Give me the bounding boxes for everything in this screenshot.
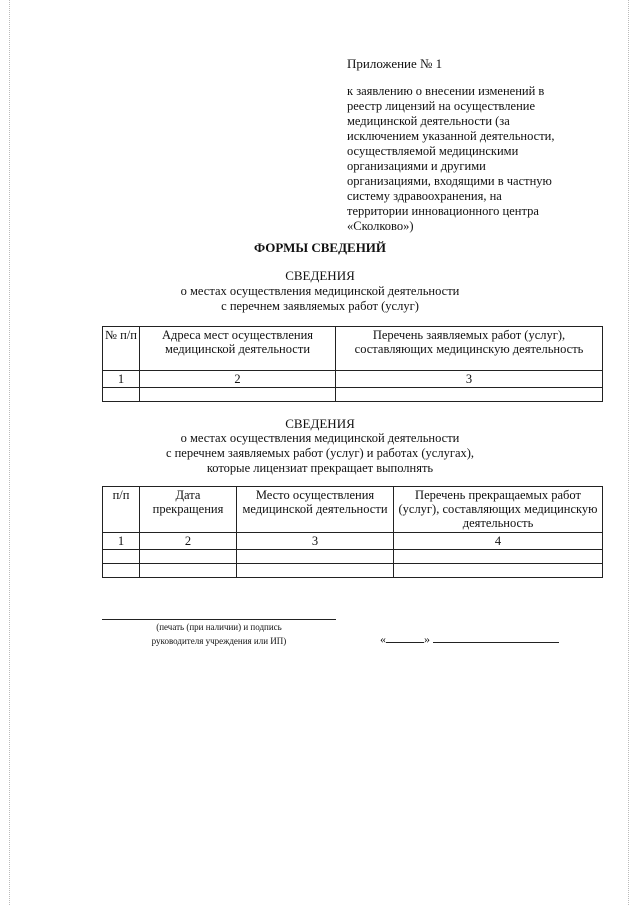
table-row <box>103 550 603 564</box>
appendix-line: территории инновационного центра <box>347 204 539 218</box>
table-cell <box>336 388 603 402</box>
table-header-row <box>103 487 603 533</box>
table-cell <box>103 564 140 578</box>
appendix-line: «Сколково») <box>347 219 414 233</box>
section1-subtitle-line: с перечнем заявляемых работ (услуг) <box>221 299 419 313</box>
signature-caption: руководителя учреждения или ИП) <box>151 636 287 646</box>
table-cell <box>103 550 140 564</box>
section1-subtitle-line: о местах осуществления медицинской деятельности <box>180 284 460 298</box>
appendix-line: реестр лицензий на осуществление <box>347 99 535 113</box>
section2-subtitle <box>0 431 640 476</box>
appendix-line: организациями и другими <box>347 159 486 173</box>
appendix-line: организациями, входящими в частную <box>347 174 552 188</box>
appendix-line: к заявлению о внесении изменений в <box>347 84 545 98</box>
column-number: 3 <box>336 371 603 388</box>
appendix-line: медицинской деятельности (за <box>347 114 510 128</box>
column-number: 4 <box>394 533 603 550</box>
appendix-description <box>347 84 609 234</box>
table-cell <box>103 388 140 402</box>
column-header-services: Перечень заявляемых работ (услуг), составляющих медицинскую деятельность <box>336 327 603 371</box>
table-cell <box>394 564 603 578</box>
signature-caption: (печать (при наличии) и подпись <box>156 622 282 632</box>
date-day-blank[interactable] <box>386 632 424 643</box>
column-header-address: Адреса мест осуществления медицинской деятельности <box>140 327 336 371</box>
section2-subtitle-line: которые лицензиат прекращает выполнять <box>206 461 434 475</box>
date-field[interactable] <box>380 632 559 647</box>
table-cell <box>237 550 394 564</box>
table-cell <box>237 564 394 578</box>
signature-line[interactable] <box>102 619 336 620</box>
appendix-line: осуществляемой медицинскими <box>347 144 519 158</box>
column-number: 1 <box>103 533 140 550</box>
section1-subtitle <box>0 284 640 314</box>
section1-title: СВЕДЕНИЯ <box>285 268 355 283</box>
column-number: 1 <box>103 371 140 388</box>
table-cell <box>394 550 603 564</box>
section2-title: СВЕДЕНИЯ <box>285 416 355 431</box>
table-row <box>103 564 603 578</box>
table-number-row <box>103 533 603 550</box>
column-header-number: п/п <box>103 487 140 533</box>
column-header-termination-date: Дата прекращения <box>140 487 237 533</box>
table-cell <box>140 388 336 402</box>
column-number: 3 <box>237 533 394 550</box>
forms-title: ФОРМЫ СВЕДЕНИЙ <box>253 240 387 255</box>
column-header-location: Место осуществления медицинской деятельности <box>237 487 394 533</box>
date-close-quote: » <box>424 632 430 646</box>
date-month-year-blank[interactable] <box>433 632 559 643</box>
table-number-row <box>103 371 603 388</box>
table-cell <box>140 550 237 564</box>
appendix-line: систему здравоохранения, на <box>347 189 502 203</box>
column-header-terminated-services: Перечень прекращаемых работ (услуг), составляющих медицинскую деятельность <box>394 487 603 533</box>
section2-subtitle-line: с перечнем заявляемых работ (услуг) и работах (услугах), <box>165 446 475 460</box>
column-number: 2 <box>140 371 336 388</box>
section1-table <box>102 326 603 402</box>
column-header-number: № п/п <box>103 327 140 371</box>
table-cell <box>140 564 237 578</box>
table-row <box>103 388 603 402</box>
column-number: 2 <box>140 533 237 550</box>
section2-subtitle-line: о местах осуществления медицинской деятельности <box>180 431 460 445</box>
appendix-line: исключением указанной деятельности, <box>347 129 555 143</box>
section2-table <box>102 486 603 578</box>
date-open-quote: « <box>380 632 386 646</box>
appendix-header: Приложение № 1 <box>347 56 443 71</box>
table-header-row <box>103 327 603 371</box>
